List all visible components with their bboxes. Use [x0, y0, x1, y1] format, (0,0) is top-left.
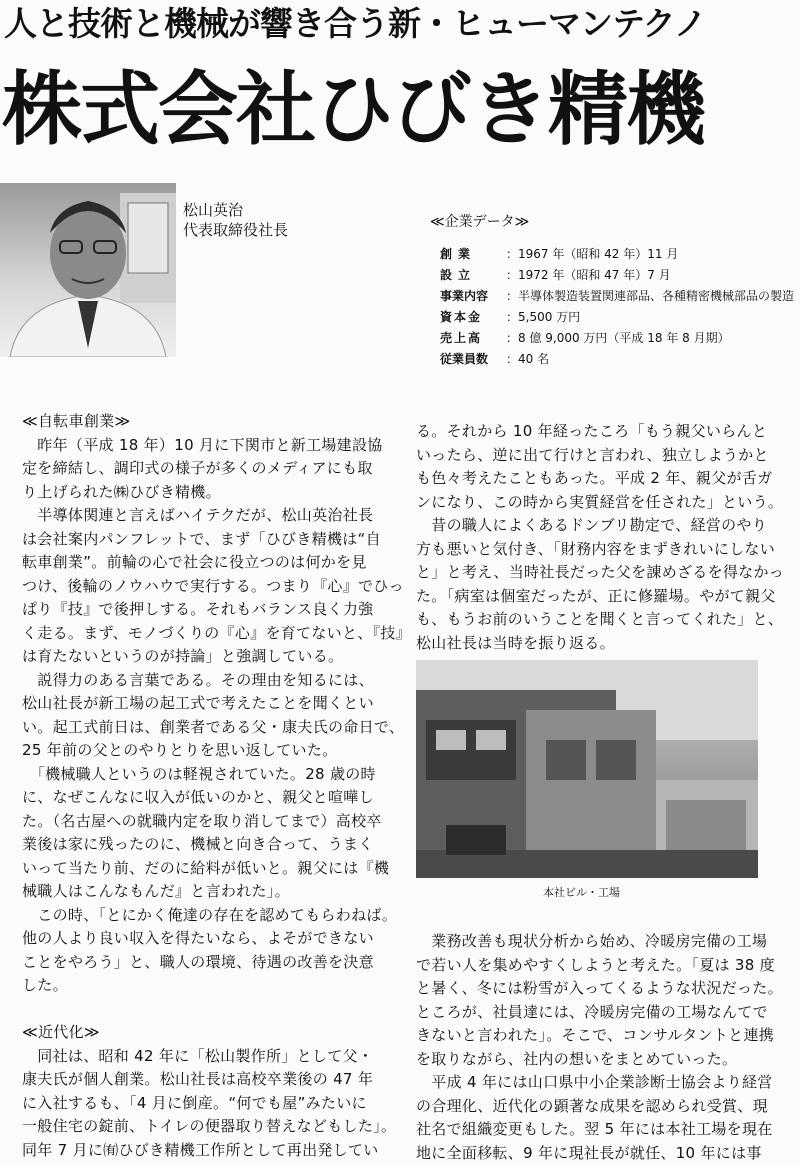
corp-row-founded	[440, 245, 678, 263]
body-line: きないと言われた」。そこで、コンサルタントと連携	[416, 1024, 788, 1048]
body-line: り上げられた㈱ひびき精機。	[22, 481, 394, 505]
body-line: 社名で組織変更もした。翌 5 年には本社工場を現在	[416, 1118, 788, 1142]
body-line: の合理化、近代化の顕著な成果を認められ受賞、現	[416, 1095, 788, 1119]
corp-row-business	[440, 287, 794, 305]
article-right-column-bottom	[416, 930, 788, 1165]
body-line: も色々考えたこともあった。平成 2 年、親父が舌ガ	[416, 467, 788, 491]
body-line: 一般住宅の錠前、トイレの便器取り替えなどもした」。	[22, 1115, 394, 1139]
corp-row-established	[440, 266, 671, 284]
body-line: 松山社長が新工場の起工式で考えたことを聞くとい	[22, 692, 394, 716]
body-line: 方も悪いと気付き、「財務内容をまずきれいにしない	[416, 538, 788, 562]
body-line: に入社するも、「4 月に倒産。“何でも屋”みたいに	[22, 1092, 394, 1116]
company-name: 株式会社ひびき精機	[2, 62, 800, 158]
body-line: く走る。まず、モノづくりの『心』を育てないと、『技』	[22, 622, 394, 646]
body-line: つけ、後輪のノウハウで実行する。つまり『心』でひっ	[22, 575, 394, 599]
body-line: は会社案内パンフレットで、まず「ひびき精機は“自	[22, 528, 394, 552]
body-line: 昨年（平成 18 年）10 月に下関市と新工場建設協	[22, 434, 394, 458]
body-line: 康夫氏が個人創業。松山社長は高校卒業後の 47 年	[22, 1068, 394, 1092]
corp-label: 事業内容	[440, 287, 506, 305]
body-line: 「機械職人というのは軽視されていた。28 歳の時	[22, 763, 394, 787]
body-line: ンになり、この時から実質経営を任された」という。	[416, 491, 788, 515]
body-line: で若い人を集めやすくしようと考えた。「夏は 38 度	[416, 954, 788, 978]
corp-label: 売上高	[440, 329, 506, 347]
article-left-column	[22, 410, 394, 1162]
body-line: 説得力のある言葉である。その理由を知るには、	[22, 669, 394, 693]
body-line: 半導体関連と言えばハイテクだが、松山英治社長	[22, 504, 394, 528]
body-line: 定を締結し、調印式の様子が多くのメディアにも取	[22, 457, 394, 481]
corp-label: 従業員数	[440, 350, 506, 368]
body-line: ところが、社員達には、冷暖房完備の工場なんてで	[416, 1001, 788, 1025]
body-line: を取りながら、社内の想いをまとめていった。	[416, 1048, 788, 1072]
corp-row-capital	[440, 308, 580, 326]
body-line: 25 年前の父とのやりとりを思い返していた。	[22, 739, 394, 763]
body-line: た。「病室は個室だったが、正に修羅場。やがて親父	[416, 585, 788, 609]
body-line	[22, 998, 394, 1022]
body-line: 転車創業”。前輪の心で社会に役立つのは何かを見	[22, 551, 394, 575]
body-line: 地に全面移転、9 年に現社長が就任、10 年には事	[416, 1142, 788, 1165]
body-line: いったら、逆に出て行けと言われ、独立しようかと	[416, 444, 788, 468]
president-name: 松山英治	[183, 200, 243, 220]
corp-value: ：40 名	[506, 352, 549, 366]
article-right-column-top	[416, 420, 788, 655]
corp-label: 創業	[440, 245, 506, 263]
body-line: 平成 4 年には山口県中小企業診断士協会より経営	[416, 1071, 788, 1095]
body-line: 業務改善も現状分析から始め、冷暖房完備の工場	[416, 930, 788, 954]
corp-value: ：1967 年（昭和 42 年）11 月	[506, 247, 678, 261]
president-portrait	[0, 183, 176, 357]
corp-row-employees	[440, 350, 549, 368]
body-line: 業後は家に残ったのに、機械と向き合って、うまく	[22, 833, 394, 857]
body-line: と」と考え、当時社長だった父を諌めざるを得なかっ	[416, 561, 788, 585]
corp-row-sales	[440, 329, 730, 347]
body-line: 同年 7 月に㈲ひびき精機工作所として再出発してい	[22, 1139, 394, 1163]
tagline: 人と技術と機械が響き合う新・ヒューマンテクノ	[4, 0, 800, 48]
corp-label: 設立	[440, 266, 506, 284]
body-line: 他の人より良い収入を得たいなら、よそができない	[22, 927, 394, 951]
body-line: 械職人はこんなもんだ』と言われた」。	[22, 880, 394, 904]
body-line: に、なぜこんなに収入が低いのかと、親父と喧嘩し	[22, 786, 394, 810]
body-line: いって当たり前、だのに給料が低いと。親父には『機	[22, 857, 394, 881]
corp-value: ：5,500 万円	[506, 310, 580, 324]
body-line: る。それから 10 年経ったころ「もう親父いらんと	[416, 420, 788, 444]
body-line: 同社は、昭和 42 年に「松山製作所」として父・	[22, 1045, 394, 1069]
body-line: この時、「とにかく俺達の存在を認めてもらわねば。	[22, 904, 394, 928]
body-line: 昔の職人によくあるドンブリ勘定で、経営のやり	[416, 514, 788, 538]
corp-label: 資本金	[440, 308, 506, 326]
body-line: ことをやろう」と、職人の環境、待遇の改善を決意	[22, 951, 394, 975]
body-line: 松山社長は当時を振り返る。	[416, 632, 788, 656]
body-line: した。	[22, 974, 394, 998]
body-line: は育たないというのが持論」と強調している。	[22, 645, 394, 669]
photo-caption: 本社ビル・工場	[543, 885, 620, 901]
body-line: ぱり『技』で後押しする。それもバランス良く力強	[22, 598, 394, 622]
section-heading: ≪自転車創業≫	[22, 410, 394, 434]
body-line: と暑く、冬には粉雪が入ってくるような状況だった。	[416, 977, 788, 1001]
president-title: 代表取締役社長	[183, 220, 288, 240]
body-line: も、もうお前のいうことを聞くと言ってくれた」と、	[416, 608, 788, 632]
corp-value: ：8 億 9,000 万円（平成 18 年 8 月期）	[506, 331, 730, 345]
corporate-data-heading: ≪企業データ≫	[430, 213, 529, 231]
section-heading: ≪近代化≫	[22, 1021, 394, 1045]
body-line: い。起工式前日は、創業者である父・康夫氏の命日で、	[22, 716, 394, 740]
body-line: た。（名古屋への就職内定を取り消してまで）高校卒	[22, 810, 394, 834]
corp-value: ：半導体製造装置関連部品、各種精密機械部品の製造	[506, 289, 794, 303]
corp-value: ：1972 年（昭和 47 年）7 月	[506, 268, 671, 282]
headquarters-photo	[416, 660, 758, 878]
